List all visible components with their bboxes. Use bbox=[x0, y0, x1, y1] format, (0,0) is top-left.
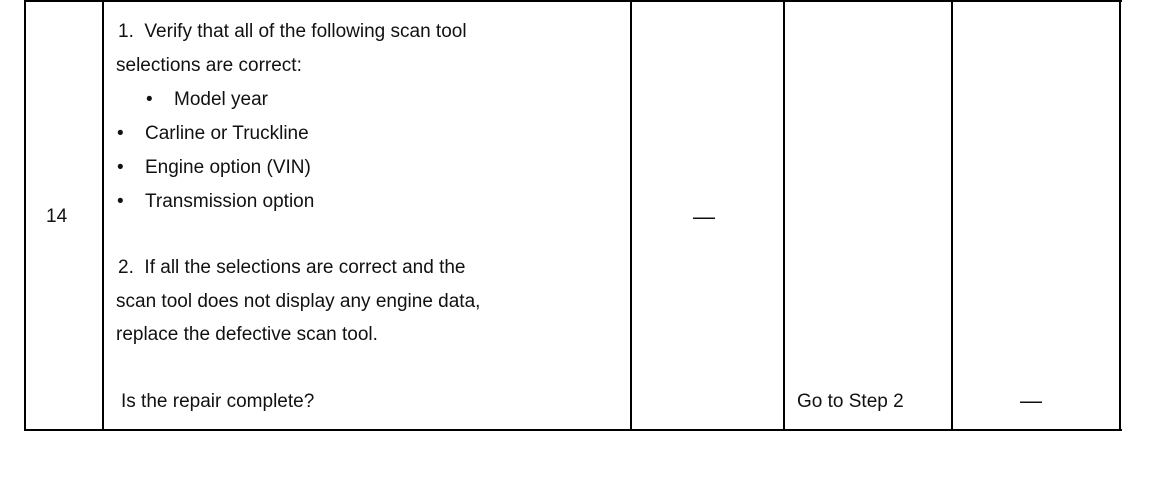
column-divider-action bbox=[630, 0, 632, 431]
no-cell: — bbox=[1020, 388, 1042, 413]
bullet-icon: • bbox=[117, 123, 124, 144]
bullet-item-engine-option bbox=[117, 151, 311, 185]
action-item-1-text: Verify that all of the following scan tool bbox=[144, 21, 467, 42]
action-item-2-line-1 bbox=[118, 251, 465, 285]
table-top-border bbox=[24, 0, 1122, 2]
yes-cell-go-to-step-2: Go to Step 2 bbox=[797, 391, 904, 412]
action-item-2-line-2: scan tool does not display any engine data, bbox=[116, 291, 481, 312]
bullet-text: Transmission option bbox=[145, 191, 315, 212]
column-divider-yes bbox=[951, 0, 953, 431]
column-divider-no bbox=[1119, 0, 1121, 431]
repair-question: Is the repair complete? bbox=[121, 391, 315, 412]
bullet-icon: • bbox=[117, 191, 124, 212]
bullet-icon: • bbox=[146, 89, 153, 110]
action-item-2-text: If all the selections are correct and the bbox=[144, 257, 466, 278]
bullet-item-carline bbox=[117, 117, 309, 151]
action-item-1-line-2: selections are correct: bbox=[116, 55, 302, 76]
bullet-icon: • bbox=[117, 157, 124, 178]
bullet-item-model-year bbox=[146, 83, 268, 117]
bullet-text: Model year bbox=[174, 89, 268, 110]
bullet-text: Engine option (VIN) bbox=[145, 157, 311, 178]
bullet-text: Carline or Truckline bbox=[145, 123, 309, 144]
action-item-1-number: 1. bbox=[118, 21, 134, 42]
action-item-2-line-3: replace the defective scan tool. bbox=[116, 324, 378, 345]
value-cell: — bbox=[693, 204, 715, 229]
bullet-item-transmission-option bbox=[117, 185, 314, 219]
action-item-2-number: 2. bbox=[118, 257, 134, 278]
column-divider-value bbox=[783, 0, 785, 431]
step-number: 14 bbox=[46, 206, 68, 227]
column-divider-step bbox=[102, 0, 104, 431]
action-item-1-line-1 bbox=[118, 15, 467, 49]
